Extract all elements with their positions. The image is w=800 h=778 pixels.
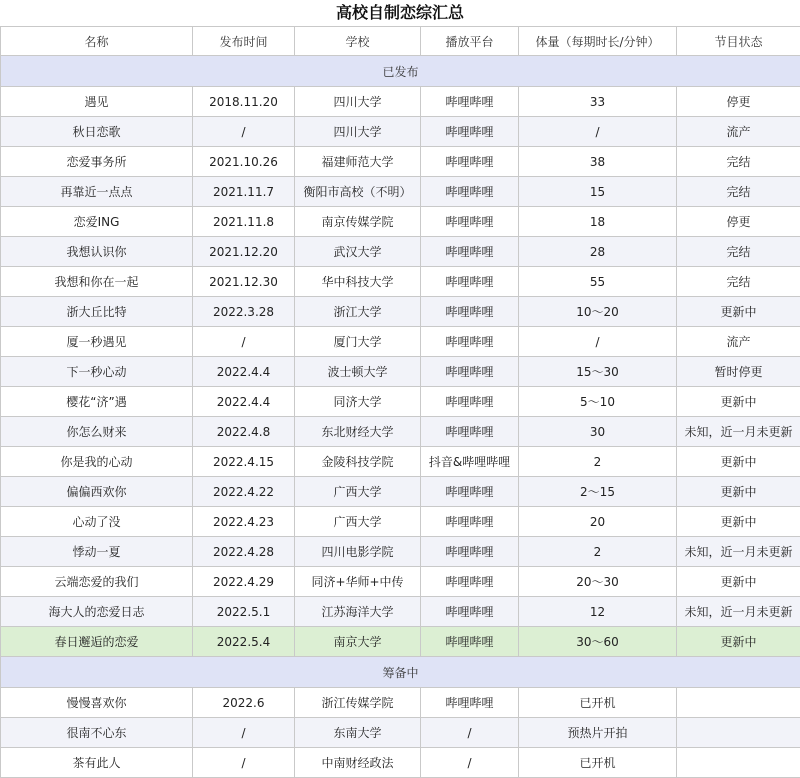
cell-status: 更新中 xyxy=(677,477,800,507)
cell-name: 遇见 xyxy=(1,87,193,117)
cell-episode-length: / xyxy=(519,327,677,357)
cell-release-date: 2021.11.8 xyxy=(193,207,295,237)
table-row xyxy=(1,147,800,177)
cell-platform: 哔哩哔哩 xyxy=(421,387,519,417)
cell-release-date: / xyxy=(193,117,295,147)
cell-name: 我想和你在一起 xyxy=(1,267,193,297)
cell-platform: 哔哩哔哩 xyxy=(421,117,519,147)
cell-episode-length: 2～15 xyxy=(519,477,677,507)
table-row xyxy=(1,117,800,147)
cell-school: 福建师范大学 xyxy=(295,147,421,177)
cell-school: 华中科技大学 xyxy=(295,267,421,297)
cell-release-date: 2022.4.29 xyxy=(193,567,295,597)
table-row xyxy=(1,357,800,387)
cell-episode-length: 15 xyxy=(519,177,677,207)
cell-name: 恋爱ING xyxy=(1,207,193,237)
cell-school: 江苏海洋大学 xyxy=(295,597,421,627)
cell-release-date: 2022.4.22 xyxy=(193,477,295,507)
cell-status: 完结 xyxy=(677,177,800,207)
cell-platform: 哔哩哔哩 xyxy=(421,417,519,447)
cell-name: 厦一秒遇见 xyxy=(1,327,193,357)
cell-name: 悸动一夏 xyxy=(1,537,193,567)
page-title: 高校自制恋综汇总 xyxy=(0,0,800,26)
cell-release-date: 2022.6 xyxy=(193,688,295,718)
cell-platform: 哔哩哔哩 xyxy=(421,537,519,567)
cell-name: 很南不心东 xyxy=(1,718,193,748)
cell-status: 更新中 xyxy=(677,387,800,417)
cell-status: 更新中 xyxy=(677,297,800,327)
cell-name: 海大人的恋爱日志 xyxy=(1,597,193,627)
cell-status: 未知，近一月未更新 xyxy=(677,417,800,447)
cell-release-date: 2021.11.7 xyxy=(193,177,295,207)
table-row xyxy=(1,718,800,748)
cell-platform: 抖音&哔哩哔哩 xyxy=(421,447,519,477)
cell-release-date: 2022.5.4 xyxy=(193,627,295,657)
table-row xyxy=(1,87,800,117)
cell-school: 广西大学 xyxy=(295,507,421,537)
header-status: 节目状态 xyxy=(677,27,800,56)
cell-episode-length: 20 xyxy=(519,507,677,537)
cell-release-date: 2022.5.1 xyxy=(193,597,295,627)
cell-school: 浙江大学 xyxy=(295,297,421,327)
cell-school: 波士顿大学 xyxy=(295,357,421,387)
table-row xyxy=(1,567,800,597)
table-row xyxy=(1,297,800,327)
cell-episode-length: 5～10 xyxy=(519,387,677,417)
cell-school: 衡阳市高校（不明） xyxy=(295,177,421,207)
cell-school: 中南财经政法 xyxy=(295,748,421,778)
cell-release-date: / xyxy=(193,718,295,748)
cell-name: 我想认识你 xyxy=(1,237,193,267)
cell-status: 暂时停更 xyxy=(677,357,800,387)
cell-status: 未知，近一月未更新 xyxy=(677,537,800,567)
cell-school: 东北财经大学 xyxy=(295,417,421,447)
table-row xyxy=(1,447,800,477)
cell-episode-length: / xyxy=(519,117,677,147)
cell-status: 更新中 xyxy=(677,567,800,597)
cell-platform: 哔哩哔哩 xyxy=(421,507,519,537)
table-row xyxy=(1,387,800,417)
cell-status xyxy=(677,688,800,718)
cell-school: 武汉大学 xyxy=(295,237,421,267)
cell-episode-length: 55 xyxy=(519,267,677,297)
cell-school: 广西大学 xyxy=(295,477,421,507)
table-row xyxy=(1,177,800,207)
cell-school: 南京大学 xyxy=(295,627,421,657)
section-label: 筹备中 xyxy=(1,657,800,688)
cell-school: 同济大学 xyxy=(295,387,421,417)
cell-status: 流产 xyxy=(677,327,800,357)
cell-episode-length: 20～30 xyxy=(519,567,677,597)
cell-platform: 哔哩哔哩 xyxy=(421,357,519,387)
cell-episode-length: 38 xyxy=(519,147,677,177)
section-label: 已发布 xyxy=(1,56,800,87)
cell-status: 流产 xyxy=(677,117,800,147)
cell-name: 下一秒心动 xyxy=(1,357,193,387)
cell-platform: / xyxy=(421,718,519,748)
cell-name: 春日邂逅的恋爱 xyxy=(1,627,193,657)
cell-status: 更新中 xyxy=(677,447,800,477)
variety-show-table xyxy=(0,26,800,778)
cell-status: 更新中 xyxy=(677,627,800,657)
cell-school: 四川大学 xyxy=(295,117,421,147)
cell-school: 浙江传媒学院 xyxy=(295,688,421,718)
header-name: 名称 xyxy=(1,27,193,56)
cell-platform: 哔哩哔哩 xyxy=(421,567,519,597)
cell-name: 浙大丘比特 xyxy=(1,297,193,327)
cell-school: 同济+华师+中传 xyxy=(295,567,421,597)
cell-status: 更新中 xyxy=(677,507,800,537)
table-row xyxy=(1,597,800,627)
cell-episode-length: 已开机 xyxy=(519,748,677,778)
table-row xyxy=(1,748,800,778)
cell-name: 你怎么财来 xyxy=(1,417,193,447)
cell-name: 心动了没 xyxy=(1,507,193,537)
table-row xyxy=(1,327,800,357)
cell-name: 慢慢喜欢你 xyxy=(1,688,193,718)
section-row xyxy=(1,56,800,87)
header-platform: 播放平台 xyxy=(421,27,519,56)
cell-status: 停更 xyxy=(677,87,800,117)
cell-platform: 哔哩哔哩 xyxy=(421,87,519,117)
cell-platform: 哔哩哔哩 xyxy=(421,237,519,267)
cell-platform: 哔哩哔哩 xyxy=(421,297,519,327)
cell-episode-length: 预热片开拍 xyxy=(519,718,677,748)
cell-release-date: 2021.12.20 xyxy=(193,237,295,267)
table-row xyxy=(1,207,800,237)
cell-release-date: 2022.4.8 xyxy=(193,417,295,447)
cell-status xyxy=(677,748,800,778)
cell-platform: 哔哩哔哩 xyxy=(421,177,519,207)
cell-episode-length: 2 xyxy=(519,447,677,477)
cell-episode-length: 已开机 xyxy=(519,688,677,718)
cell-name: 再靠近一点点 xyxy=(1,177,193,207)
cell-release-date: 2022.4.4 xyxy=(193,357,295,387)
cell-episode-length: 12 xyxy=(519,597,677,627)
cell-platform: 哔哩哔哩 xyxy=(421,327,519,357)
header-school: 学校 xyxy=(295,27,421,56)
table-row xyxy=(1,237,800,267)
cell-school: 南京传媒学院 xyxy=(295,207,421,237)
table-row xyxy=(1,417,800,447)
cell-release-date: 2018.11.20 xyxy=(193,87,295,117)
cell-episode-length: 2 xyxy=(519,537,677,567)
cell-name: 秋日恋歌 xyxy=(1,117,193,147)
cell-release-date: 2021.12.30 xyxy=(193,267,295,297)
cell-platform: 哔哩哔哩 xyxy=(421,267,519,297)
cell-status: 停更 xyxy=(677,207,800,237)
cell-school: 金陵科技学院 xyxy=(295,447,421,477)
cell-name: 茶有此人 xyxy=(1,748,193,778)
table-row xyxy=(1,507,800,537)
cell-episode-length: 33 xyxy=(519,87,677,117)
cell-name: 你是我的心动 xyxy=(1,447,193,477)
cell-platform: 哔哩哔哩 xyxy=(421,627,519,657)
table-row xyxy=(1,267,800,297)
cell-platform: 哔哩哔哩 xyxy=(421,207,519,237)
header-row xyxy=(1,27,800,56)
cell-episode-length: 18 xyxy=(519,207,677,237)
cell-release-date: 2022.4.28 xyxy=(193,537,295,567)
cell-name: 偏偏西欢你 xyxy=(1,477,193,507)
section-row xyxy=(1,657,800,688)
cell-platform: 哔哩哔哩 xyxy=(421,147,519,177)
cell-episode-length: 28 xyxy=(519,237,677,267)
cell-status: 完结 xyxy=(677,267,800,297)
cell-episode-length: 30～60 xyxy=(519,627,677,657)
cell-platform: 哔哩哔哩 xyxy=(421,597,519,627)
cell-status: 完结 xyxy=(677,237,800,267)
table-row xyxy=(1,688,800,718)
cell-school: 四川大学 xyxy=(295,87,421,117)
cell-name: 恋爱事务所 xyxy=(1,147,193,177)
cell-release-date: / xyxy=(193,748,295,778)
cell-school: 四川电影学院 xyxy=(295,537,421,567)
cell-episode-length: 30 xyxy=(519,417,677,447)
cell-release-date: / xyxy=(193,327,295,357)
cell-release-date: 2022.3.28 xyxy=(193,297,295,327)
cell-platform: / xyxy=(421,748,519,778)
cell-name: 云端恋爱的我们 xyxy=(1,567,193,597)
header-episode-length: 体量（每期时长/分钟） xyxy=(519,27,677,56)
cell-episode-length: 15～30 xyxy=(519,357,677,387)
cell-status xyxy=(677,718,800,748)
cell-status: 未知，近一月未更新 xyxy=(677,597,800,627)
cell-platform: 哔哩哔哩 xyxy=(421,477,519,507)
cell-platform: 哔哩哔哩 xyxy=(421,688,519,718)
cell-name: 樱花“济”遇 xyxy=(1,387,193,417)
cell-release-date: 2022.4.23 xyxy=(193,507,295,537)
cell-school: 东南大学 xyxy=(295,718,421,748)
table-row xyxy=(1,477,800,507)
header-release-date: 发布时间 xyxy=(193,27,295,56)
cell-release-date: 2022.4.15 xyxy=(193,447,295,477)
table-row xyxy=(1,537,800,567)
table-row xyxy=(1,627,800,657)
cell-release-date: 2022.4.4 xyxy=(193,387,295,417)
cell-release-date: 2021.10.26 xyxy=(193,147,295,177)
cell-episode-length: 10～20 xyxy=(519,297,677,327)
cell-status: 完结 xyxy=(677,147,800,177)
cell-school: 厦门大学 xyxy=(295,327,421,357)
